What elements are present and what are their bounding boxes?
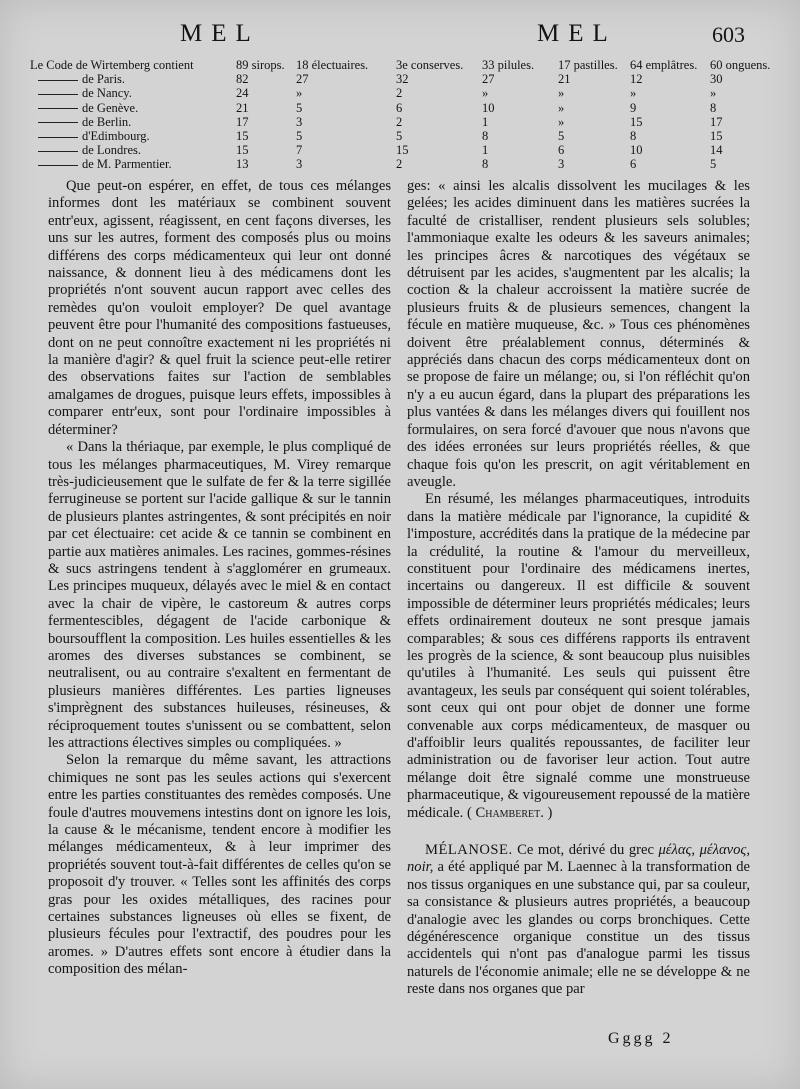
row-name: de Paris. [82,72,126,87]
header-title-right: MEL [537,20,617,47]
table-row [30,157,782,171]
table-cell: 17 [710,114,723,129]
table-cell: 7 [296,143,303,158]
table-cell: 32 [396,72,409,87]
table-cell: 3 [558,157,565,172]
table-cell: 13 [236,157,249,172]
table-cell: 82 [236,72,249,87]
left-column [48,178,391,979]
table-cell: » [482,86,489,101]
table-cell: 21 [236,100,249,115]
entry-text: Ce mot, dérivé du grec [512,842,659,859]
page-number: 603 [712,22,745,47]
entry-text: a été appliqué par M. Laennec à la transformation de nos tissus organiques en une substance qui, par sa couleur, sa consistance & plusieurs autres propriétés, a beaucoup d'analogie avec les glandes ou corps bronchiques. Cette dégénérescence organique constitue un des tissus accidentels qui n'ont pas d'analogue parmi les tissus naturels de l'économie animale; elle ne se développe & ne reste dans nos organes que par [407,859,750,998]
table-cell: 8 [630,129,637,144]
table-row [30,143,782,157]
row-name: de M. Parmentier. [82,157,172,172]
table-cell: 33 pilules. [482,58,535,72]
table-cell: 6 [396,100,403,115]
table-cell: 2 [396,114,403,129]
table-cell: 3 [296,114,303,129]
table-cell: 3e conserves. [396,58,464,72]
table-cell: » [710,86,717,101]
table-cell: 15 [236,143,249,158]
row-name: de Genève. [82,100,139,115]
table-cell: 18 électuaires. [296,58,369,72]
table-cell: 1 [482,143,489,158]
table-row [30,129,782,143]
table-cell: » [558,100,565,115]
table-cell: 15 [630,114,643,129]
table-cell: 64 emplâtres. [630,58,698,72]
table-row [30,72,782,86]
table-cell: 24 [236,86,249,101]
table-cell: 5 [396,129,403,144]
table-cell: 14 [710,143,723,158]
table-cell: 89 sirops. [236,58,285,72]
table-cell: 5 [558,129,565,144]
table-cell: » [558,86,565,101]
table-cell: 8 [482,157,489,172]
table-cell: » [296,86,303,101]
row-name: de Berlin. [82,114,132,129]
greek-etymology: μέλας, μέλανος, noir, [407,842,750,876]
table-cell: 5 [296,129,303,144]
table-cell: 8 [710,100,717,115]
table-cell: 8 [482,129,489,144]
table-row [30,86,782,100]
header-title-left: MEL [180,20,260,47]
table-cell: 9 [630,100,637,115]
table-cell: 1 [482,114,489,129]
paragraph-text: En résumé, les mélanges pharmaceutiques, introduits dans la matière médicale par l'ignorance, la cupidité & l'imposture, accrédités dans la pratique de la médecine par la crédulité, la routine & l'amour du merveilleux, constituent pour l'ordinaire des médicamens inertes, incertains ou dangereux. Il est difficile & souvent impossible de déterminer leurs propriétés médicales; leurs effets ordinairement douteux ne sont presque jamais comparables; & sous ces différens rapports ils entravent les progrès de la science, & sont beaucoup plus nuisibles qu'utiles à l'humanité. Les seuls qui puissent être avantageux, les seuls par conséquent qui soient tolérables, sont ceux qui ont pour objet de donner une forme convenable aux corps médicamenteux, de masquer ou d'affoiblir leurs qualités repoussantes, de faciliter leur administration ou de favoriser leur action. Tout autre mélange doit être signalé comme une monstrueuse pharmaceutique, & vigoureusement repoussé de la matière médicale. ( [407,491,750,821]
table-row [30,101,782,115]
table-cell: 2 [396,86,403,101]
running-header [0,14,800,54]
table-cell: 2 [396,157,403,172]
table-cell: 15 [710,129,723,144]
table-cell: 15 [236,129,249,144]
pharmacopoeia-table [30,58,782,172]
paragraph [407,491,750,822]
signature-mark: Gggg 2 [608,1030,674,1047]
row-name: de Nancy. [82,86,132,101]
paragraph: « Dans la thériaque, par exemple, le plus compliqué de tous les mélanges pharmaceutiques, M. Virey remarque très-judicieusement que le sulfate de fer & la terre sigillée ferrugineuse se portent sur l'acide gallique & sur le tannin de plusieurs plantes astringentes, & sont précipités en noir par cet électuaire: cet acide & ce tannin se combinent en partie aux matières animales. Les racines, gommes-résines & sucs astringens tendent à s'agglomérer en grumeaux. Les principes muqueux, délayés avec le miel & en contact avec la chair de vipère, le castoreum & autres corps fermentescibles, dégagent de l'acide carbonique & boursoufflent la composition. Les huiles essentielles & les aromes des diverses substances se combinent, se neutralisent, ou au contraire s'exaltent en fermentant de plusieurs manières différentes. Les parties ligneuses s'imprègnent des substances huileuses, résineuses, & réciproquement toutes s'unissent ou se combattent, selon les attractions électives simples ou compliquées. » [48,439,391,751]
table-cell: 17 pastilles. [558,58,618,72]
row-name: d'Edimbourg. [82,129,150,144]
table-cell: 6 [630,157,637,172]
table-cell: 60 onguens. [710,58,771,72]
dictionary-entry [407,842,750,999]
table-row [30,115,782,129]
table-cell: 5 [710,157,717,172]
author-signature: Chamberet. [475,804,544,821]
paragraph: ges: « ainsi les alcalis dissolvent les mucilages & les gelées; les acides diminuent dans les matières sucrées la faculté de cristalliser, rendent plusieurs sels solubles; l'ammoniaque exalte les odeurs & les saveurs animales; les principes âcres & narcotiques des végétaux se détruisent par les acides, s'augmentent par les alcalis; la coction & la chaleur accroissent la matière sucrée de plusieurs fruits & de plusieurs semences, changent la fécule en matière muqueuse, &c. » Tous ces phénomènes doivent être préalablement connus, déterminés & appréciés dans chacun des corps médicamenteux dont on se propose de faire un mélange; ou, si l'on réfléchit qu'on n'y a eu aucun égard, dans la plupart des préparations les plus vantées & dans les mélanges divers qui fouillent nos formulaires, on sera forcé d'avouer que nous n'avons que des idées erronées sur leurs propriétés réelles, & que chaque fois qu'on les prescrit, on agit véritablement en aveugle. [407,178,750,490]
table-cell: 21 [558,72,571,87]
row-name: de Londres. [82,143,142,158]
entry-headword: MÉLANOSE. [425,842,513,859]
table-cell: 17 [236,114,249,129]
table-cell: 27 [296,72,309,87]
right-column [407,178,750,999]
paragraph: Que peut-on espérer, en effet, de tous ces mélanges informes dont les matériaux se combinent souvent entr'eux, agissent, réagissent, en cent façons diverses, les uns sur les autres, forment des composés plus ou moins différens des corps médicamenteux qui leur ont donné naissance, & donnent lieu à des médicamens dont les propriétés n'ont souvent aucun rapport avec celles des remèdes qu'on vouloit employer? De quel avantage peuvent être pour l'humanité des compositions fastueuses, dont on ne peut connoître exactement ni les propriétés ni la manière d'agir? & quel fruit la science peut-elle retirer des observations faites sur l'action de semblables amalgames de drogues, puisque leurs effets, impossibles à comparer entr'eux, sont pour l'ordinaire impossibles à déterminer? [48,178,391,438]
table-cell: 3 [296,157,303,172]
table-cell: 15 [396,143,409,158]
table-cell: 5 [296,100,303,115]
table-cell: 6 [558,143,565,158]
table-cell: 10 [630,143,643,158]
table-cell: 27 [482,72,495,87]
table-cell: 30 [710,72,723,87]
table-cell: » [558,114,565,129]
table-cell: 10 [482,100,495,115]
table-cell: 12 [630,72,643,87]
paragraph: Selon la remarque du même savant, les attractions chimiques ne sont pas les seules actions qui s'exercent entre les parties constituantes des remèdes composés. Une foule d'autres mouvemens intestins dont on ignore les lois, la cause & le mécanisme, tendent encore à modifier les mélanges médicamenteux, & à leur imprimer des propriétés souvent tout-à-fait différentes de celles qu'on se proposoit d'y trouver. « Telles sont les affinités des corps gras pour les oxides métalliques, des racines pour certaines substances ligneuses où elles se fixent, de plusieurs fécules pour l'extractif, des poudres pour les aromes. » D'autres effets sont encore à étudier dans la composition des mélan- [48,752,391,978]
table-lead: Le Code de Wirtemberg contient [30,58,194,72]
paragraph-end: ) [547,804,553,821]
table-first-row [30,58,782,72]
table-cell: » [630,86,637,101]
